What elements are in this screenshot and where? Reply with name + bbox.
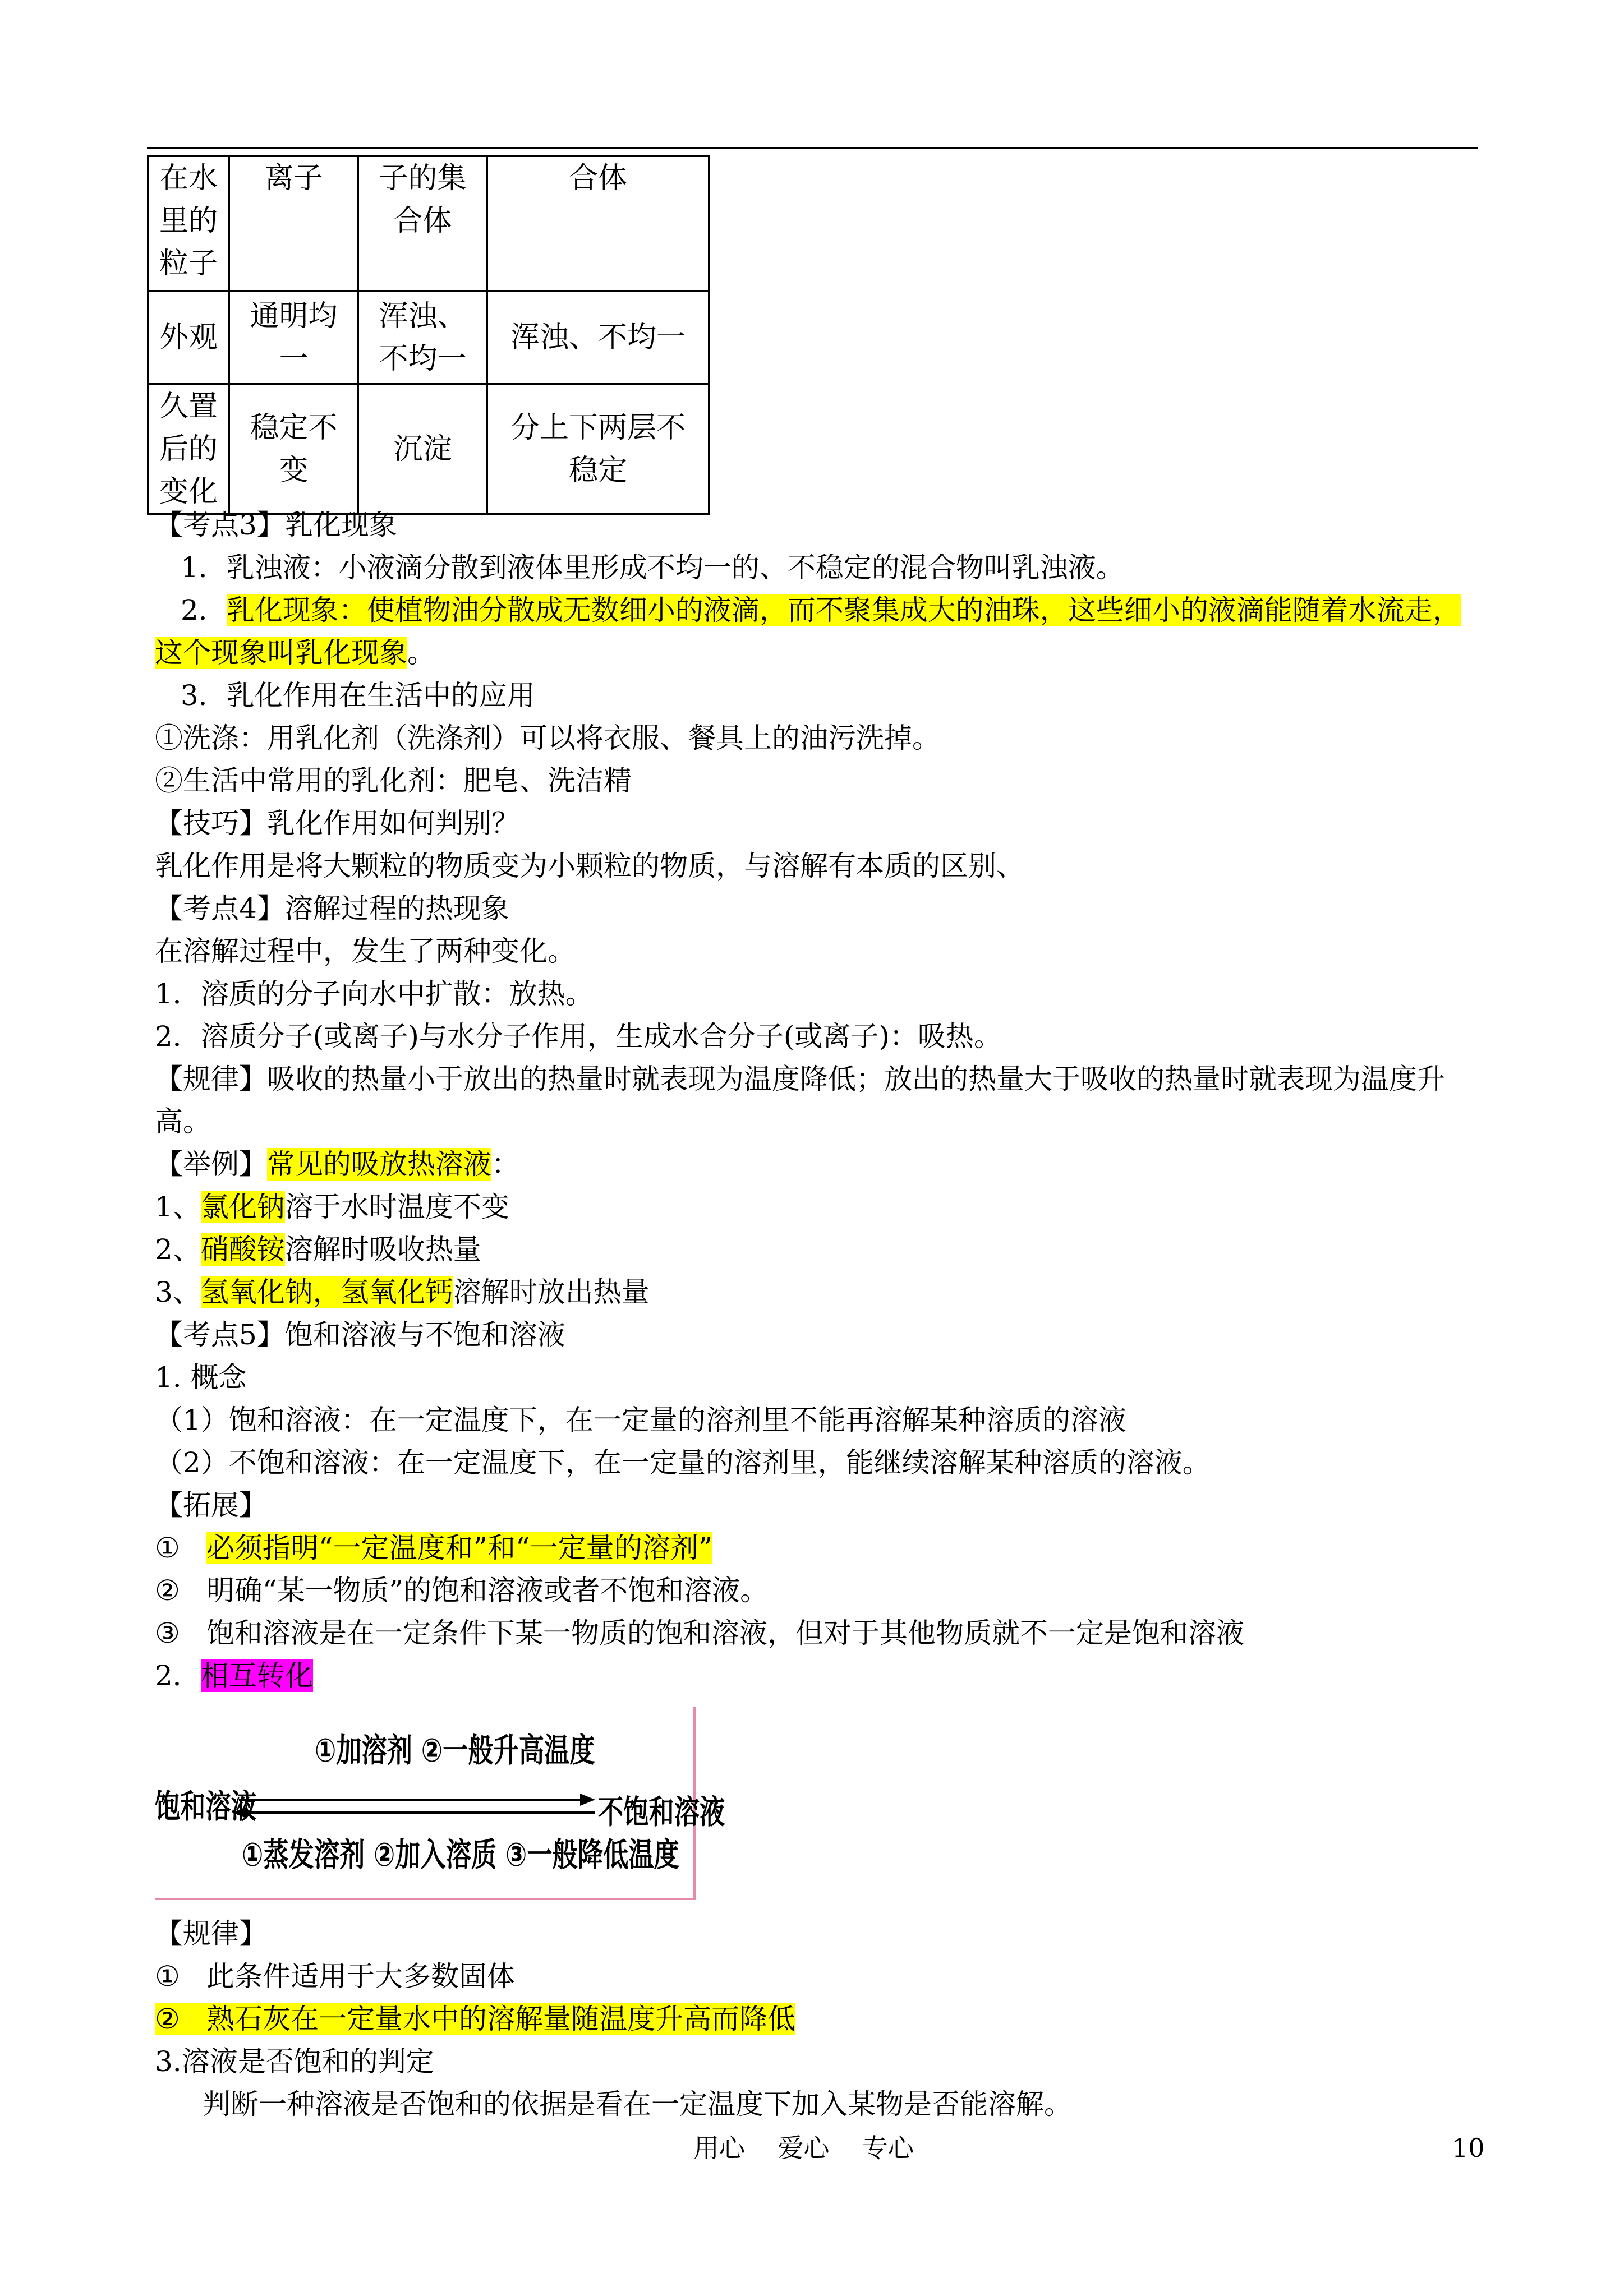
highlighted-text: 常见的吸放热溶液 [267,1148,491,1181]
text: 明确“某一物质”的饱和溶液或者不饱和溶液。 [206,1574,769,1607]
item-number: 3、 [155,1276,201,1308]
header-rule [147,147,1478,149]
item-number: ① [155,1960,180,1993]
text: 饱和溶液是在一定条件下某一物质的饱和溶液，但对于其他物质就不一定是饱和溶液 [206,1617,1244,1649]
table-cell: 外观 [148,291,229,384]
paragraph: （1）饱和溶液：在一定温度下，在一定量的溶剂里不能再溶解某种溶质的溶液 [155,1404,1126,1436]
table-cell: 稳定不 变 [229,384,358,514]
paragraph: 1．溶质的分子向水中扩散：放热。 [155,978,594,1010]
rule-heading: 【规律】 [155,1917,267,1950]
table-cell: 离子 [229,156,358,291]
paragraph: ②生活中常用的乳化剂：肥皂、洗洁精 [155,764,632,797]
table-cell: 沉淀 [358,384,487,514]
text: 溶于水时温度不变 [284,1191,509,1223]
text: 溶解时吸收热量 [284,1233,481,1266]
item-number: 2． [155,1659,201,1692]
item-number: ③ [155,1617,180,1649]
table-cell: 通明均 一 [229,291,358,384]
conversion-diagram [155,1707,725,1900]
list-item [155,1527,1479,1569]
page-footer [0,2128,1624,2168]
paragraph: 3．乳化作用在生活中的应用 [181,679,535,712]
list-item [155,1998,1479,2040]
item-number: 2． [181,594,227,626]
table-cell: 分上下两层不 稳定 [487,384,709,514]
table-cell: 浑浊、不均一 [487,291,709,384]
paragraph: 在溶解过程中，发生了两种变化。 [155,935,576,967]
solution-comparison-table [147,155,710,515]
table-row [148,384,709,514]
item-number: 2、 [155,1233,201,1266]
highlighted-text: 相互转化 [200,1659,313,1692]
text: ： [491,1148,519,1181]
section-heading: 【考点5】饱和溶液与不饱和溶液 [155,1318,565,1351]
section-heading: 【考点3】乳化现象 [155,509,397,541]
table-cell: 子的集 合体 [358,156,487,291]
ext-heading: 【拓展】 [155,1489,267,1522]
page-number: 10 [1452,2133,1485,2163]
text: 此条件适用于大多数固体 [206,1960,515,1993]
highlighted-text: 氯化钠 [200,1191,285,1223]
table-row [148,156,709,291]
paragraph [155,589,1479,674]
document-body [155,504,1479,2126]
diagram-label-top: ①加溶剂 ②一般升高温度 [315,1731,595,1769]
highlighted-text: 乳化现象：使植物油分散成无数细小的液滴，而不聚集成大的油珠，这些细小的液滴能随着水流走，这个现象叫乳化现象 [155,594,1461,669]
text: 溶解时放出热量 [453,1276,650,1308]
paragraph: 1. 概念 [155,1361,247,1394]
highlighted-text: 氢氧化钠，氢氧化钙 [200,1276,453,1308]
table-cell: 在水 里的 粒子 [148,156,229,291]
list-item [155,1228,1479,1271]
paragraph: ①洗涤：用乳化剂（洗涤剂）可以将衣服、餐具上的油污洗掉。 [155,722,940,754]
table-row [148,291,709,384]
paragraph: 3.溶液是否饱和的判定 [155,2045,434,2078]
table-cell: 合体 [487,156,709,291]
paragraph [155,1143,1479,1186]
tip-heading: 【技巧】乳化作用如何判别？ [155,807,519,840]
footer-motto: 用心 爱心 专心 [693,2133,914,2163]
rule-paragraph: 【规律】吸收的热量小于放出的热量时就表现为温度降低；放出的热量大于吸收的热量时就表现为温度升高。 [155,1063,1445,1138]
list-item [155,1186,1479,1228]
item-number: ② [155,2003,180,2035]
item-number: ① [155,1532,180,1564]
table-cell: 浑浊、 不均一 [358,291,487,384]
list-item [155,1569,1479,1612]
label: 【举例】 [155,1148,267,1181]
diagram-label-bottom: ①蒸发溶剂 ②加入溶质 ③一般降低温度 [242,1836,679,1874]
highlighted-text: 熟石灰在一定量水中的溶解量随温度升高而降低 [206,2003,795,2035]
paragraph [155,1654,1479,1697]
item-number: ② [155,1574,180,1607]
list-item [155,1612,1479,1654]
paragraph: 判断一种溶液是否饱和的依据是看在一定温度下加入某物是否能溶解。 [203,2088,1072,2120]
section-heading: 【考点4】溶解过程的热现象 [155,892,509,925]
list-item [155,1955,1479,1998]
table-cell: 久置 后的 变化 [148,384,229,514]
paragraph: （2）不饱和溶液：在一定温度下，在一定量的溶剂里，能继续溶解某种溶质的溶液。 [155,1446,1211,1479]
highlighted-text: 硝酸铵 [200,1233,285,1266]
diagram-label-unsaturated: 不饱和溶液 [598,1793,725,1831]
paragraph: 乳化作用是将大颗粒的物质变为小颗粒的物质，与溶解有本质的区别、 [155,850,1024,882]
paragraph: 2．溶质分子(或离子)与水分子作用，生成水合分子(或离子)：吸热。 [155,1020,1002,1053]
item-number: 1、 [155,1191,201,1223]
text: 。 [407,637,435,669]
highlighted-text: 必须指明“一定温度和”和“一定量的溶剂” [206,1532,713,1564]
diagram-label-saturated: 饱和溶液 [155,1787,256,1825]
forward-arrowhead [580,1794,595,1806]
paragraph: 1．乳浊液：小液滴分散到液体里形成不均一的、不稳定的混合物叫乳浊液。 [181,551,1124,584]
list-item [155,1271,1479,1313]
